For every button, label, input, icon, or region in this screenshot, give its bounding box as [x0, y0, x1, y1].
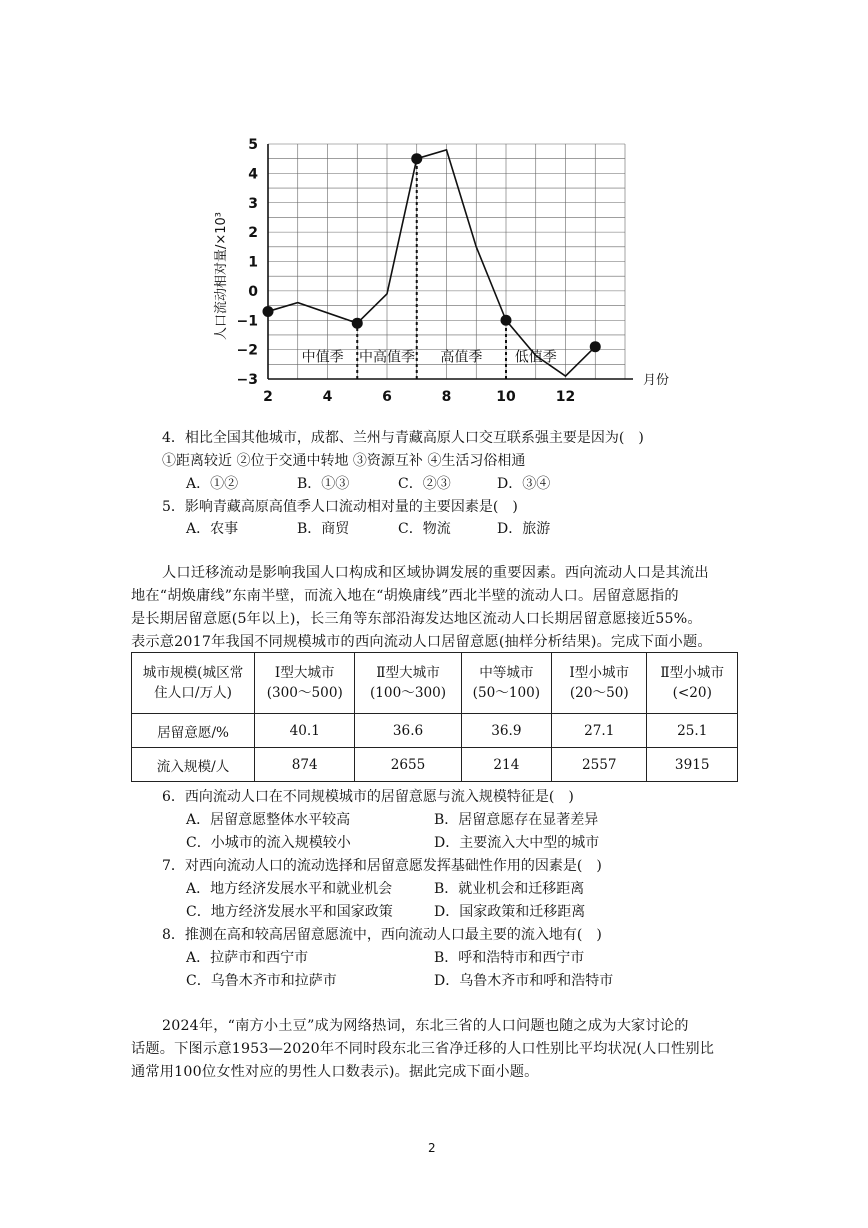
q4-stem: 4．相比全国其他城市，成都、兰州与青藏高原人口交互联系强主要是因为( ) — [162, 430, 644, 446]
q5-option-b[interactable]: B．商贸 — [297, 521, 350, 537]
x-tick-label: 4 — [322, 389, 333, 405]
chart-grid — [268, 144, 625, 379]
table-cell: 27.1 — [552, 714, 647, 748]
passage2-line-4: 表示意2017年我国不同规模城市的西向流动人口居留意愿(抽样分析结果)。完成下面小题。 — [131, 634, 712, 650]
y-tick-label: 0 — [248, 283, 258, 300]
x-tick-labels — [263, 389, 575, 405]
data-point — [501, 315, 512, 326]
q7-option-b[interactable]: B．就业机会和迁移距离 — [434, 881, 585, 897]
table-cell: 3915 — [647, 748, 738, 782]
table-cell: 流入规模/人 — [132, 748, 255, 782]
passage3-line-1: 2024年，“南方小土豆”成为网络热词，东北三省的人口问题也随之成为大家讨论的 — [162, 1018, 689, 1034]
table-cell: 36.9 — [461, 714, 551, 748]
x-axis-label: 月份 — [643, 373, 670, 388]
q8-option-b[interactable]: B．呼和浩特市和西宁市 — [434, 950, 585, 966]
x-tick-label: 6 — [382, 389, 392, 405]
table-row — [132, 714, 738, 748]
q5-option-a[interactable]: A．农事 — [186, 521, 239, 537]
data-point — [411, 153, 422, 164]
q6-option-d[interactable]: D．主要流入大中型的城市 — [434, 835, 600, 851]
x-tick-label: 10 — [496, 389, 516, 405]
y-tick-label: 3 — [248, 195, 258, 212]
y-tick-labels — [237, 137, 259, 388]
table-row — [132, 748, 738, 782]
q5-stem: 5．影响青藏高原高值季人口流动相对量的主要因素是( ) — [162, 499, 518, 515]
table-cell: 36.6 — [355, 714, 461, 748]
table-header-row — [132, 653, 738, 714]
population-flow-chart — [205, 128, 685, 413]
q4-option-b[interactable]: B．①③ — [297, 476, 350, 492]
season-label: 低值季 — [514, 349, 557, 366]
y-tick-label: 4 — [248, 166, 258, 183]
q4-option-d[interactable]: D．③④ — [497, 476, 551, 492]
table-cell: 2655 — [355, 748, 461, 782]
header-cell: 城市规模(城区常 住人口/万人) — [132, 653, 255, 714]
q6-option-c[interactable]: C．小城市的流入规模较小 — [186, 835, 351, 851]
header-cell: Ⅰ型大城市 (300～500) — [255, 653, 355, 714]
passage3-line-2: 话题。下图示意1953—2020年不同时段东北三省净迁移的人口性别比平均状况(人口性别比 — [131, 1041, 715, 1057]
series-line — [268, 150, 595, 376]
q5-option-d[interactable]: D．旅游 — [497, 521, 551, 537]
y-tick-label: 2 — [248, 225, 258, 242]
q6-option-b[interactable]: B．居留意愿存在显著差异 — [434, 812, 599, 828]
header-cell: Ⅰ型小城市 (20～50) — [552, 653, 647, 714]
y-tick-label: 1 — [248, 254, 258, 271]
passage3-line-3: 通常用100位女性对应的男性人口数表示)。据此完成下面小题。 — [131, 1064, 539, 1080]
table-cell: 874 — [255, 748, 355, 782]
header-cell: 中等城市 (50～100) — [461, 653, 551, 714]
y-axis-label: 人口流动相对量/×10³ — [214, 211, 229, 341]
q4-option-a[interactable]: A．①② — [186, 476, 239, 492]
q8-stem: 8．推测在高和较高居留意愿流中，西向流动人口最主要的流入地有( ) — [162, 927, 602, 943]
data-point — [590, 341, 601, 352]
y-tick-label: −3 — [236, 372, 258, 388]
x-tick-label: 8 — [441, 389, 452, 405]
table-cell: 40.1 — [255, 714, 355, 748]
passage2-line-2: 地在“胡焕庸线”东南半壁，而流入地在“胡焕庸线”西北半壁的流动人口。居留意愿指的 — [131, 588, 679, 604]
table-cell: 214 — [461, 748, 551, 782]
y-tick-label: −1 — [236, 313, 258, 330]
table-cell: 25.1 — [647, 714, 738, 748]
table-cell: 2557 — [552, 748, 647, 782]
q7-stem: 7．对西向流动人口的流动选择和居留意愿发挥基础性作用的因素是( ) — [162, 858, 602, 874]
header-cell: Ⅱ型大城市 (100～300) — [355, 653, 461, 714]
q8-option-d[interactable]: D．乌鲁木齐市和呼和浩特市 — [434, 973, 614, 989]
x-tick-label: 2 — [263, 389, 273, 405]
q7-option-a[interactable]: A．地方经济发展水平和就业机会 — [186, 881, 393, 897]
x-tick-label: 12 — [555, 389, 576, 405]
q7-option-c[interactable]: C．地方经济发展水平和国家政策 — [186, 904, 393, 920]
header-cell: Ⅱ型小城市 (<20) — [647, 653, 738, 714]
series-markers — [263, 153, 601, 352]
q4-items: ①距离较近 ②位于交通中转地 ③资源互补 ④生活习俗相通 — [162, 453, 526, 469]
y-tick-label: 5 — [248, 137, 258, 153]
q5-option-c[interactable]: C．物流 — [398, 521, 451, 537]
season-label: 中高值季 — [359, 349, 415, 366]
page-number: 2 — [428, 1141, 436, 1155]
q6-option-a[interactable]: A．居留意愿整体水平较高 — [186, 812, 351, 828]
passage2-line-1: 人口迁移流动是影响我国人口构成和区域协调发展的重要因素。西向流动人口是其流出 — [162, 565, 709, 581]
q8-option-c[interactable]: C．乌鲁木齐市和拉萨市 — [186, 973, 337, 989]
season-label: 中值季 — [301, 349, 344, 366]
q8-option-a[interactable]: A．拉萨市和西宁市 — [186, 950, 309, 966]
season-dividers — [357, 159, 506, 379]
q6-stem: 6．西向流动人口在不同规模城市的居留意愿与流入规模特征是( ) — [162, 789, 574, 805]
data-point — [263, 306, 274, 317]
q4-option-c[interactable]: C．②③ — [398, 476, 451, 492]
y-tick-label: −2 — [236, 342, 258, 359]
retention-table — [131, 652, 738, 782]
table-cell: 居留意愿/% — [132, 714, 255, 748]
passage2-line-3: 是长期居留意愿(5年以上)，长三角等东部沿海发达地区流动人口长期居留意愿接近55%。 — [131, 611, 702, 627]
data-point — [352, 318, 363, 329]
season-label: 高值季 — [440, 349, 483, 366]
q7-option-d[interactable]: D．国家政策和迁移距离 — [434, 904, 586, 920]
season-labels — [302, 348, 557, 365]
